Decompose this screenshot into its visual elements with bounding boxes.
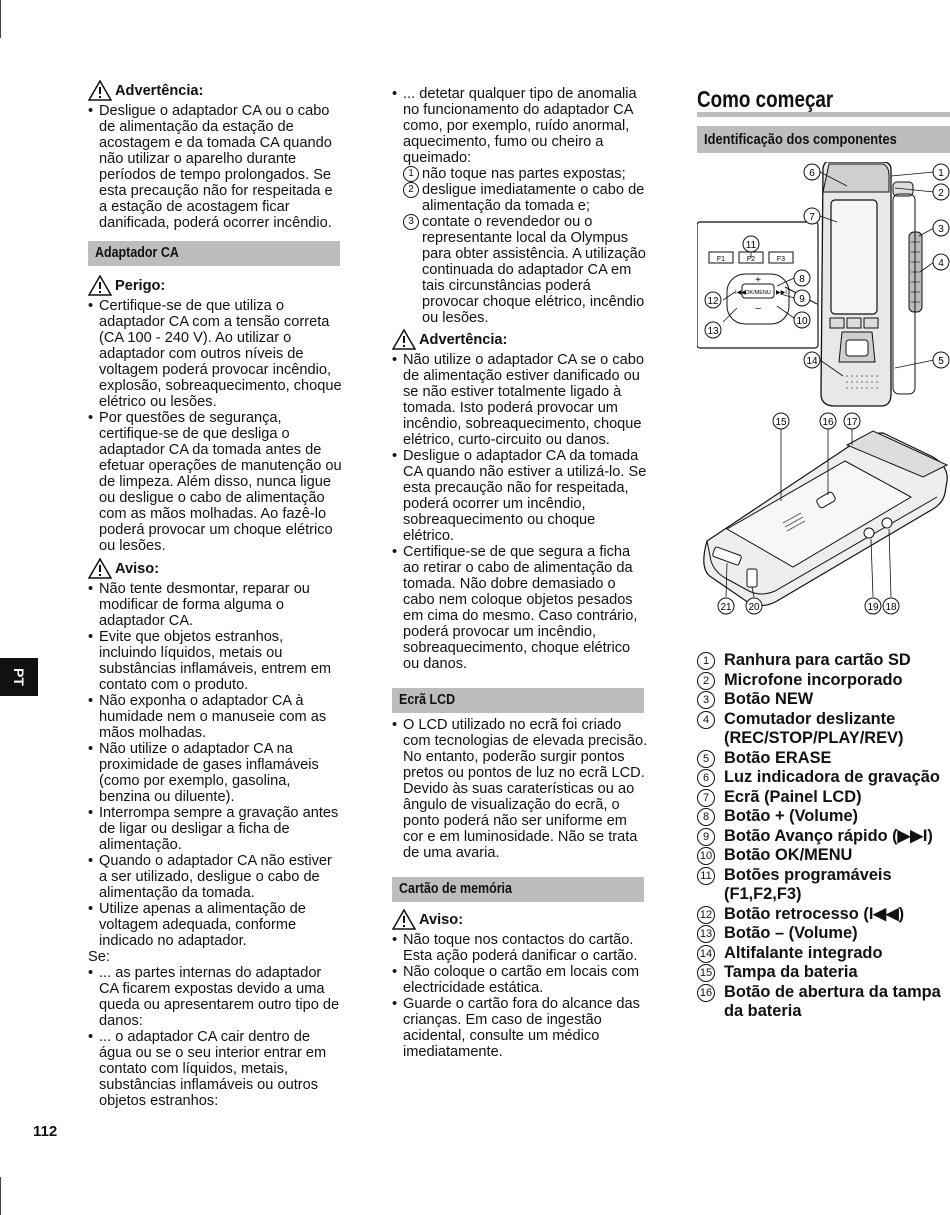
list-item: • ... o adaptador CA cair dentro de água ou se o seu interior entrar em contato com líquidos, metais, substâncias inflamáveis ou outros objetos estranhos:	[88, 1029, 344, 1109]
step-item: 1 não toque nas partes expostas;	[403, 166, 648, 182]
perigo-heading: Perigo:	[88, 275, 344, 296]
column-3	[697, 86, 950, 1022]
svg-text:+: +	[755, 275, 761, 286]
svg-text:19: 19	[867, 602, 879, 613]
section-title-card: Cartão de memória	[392, 877, 644, 902]
circled-number: 2	[403, 182, 419, 198]
svg-text:21: 21	[720, 602, 732, 613]
circled-number: 3	[697, 691, 715, 709]
circled-number: 15	[697, 964, 715, 982]
components-list	[697, 651, 950, 1022]
list-item: • Certifique-se de que utiliza o adaptador CA com a tensão correta (CA 100 - 240 V). Ao utilizar o adaptador com outros níveis de voltagem poderá provocar incêndio, explosão, sobreaquecimento, choque elétrico ou lesões.	[88, 298, 344, 410]
aviso-list	[88, 581, 344, 949]
card-list	[392, 932, 648, 1060]
component-item: 14 Altifalante integrado	[697, 944, 950, 964]
circled-number: 4	[697, 711, 715, 729]
svg-text:I◀◀: I◀◀	[735, 290, 746, 296]
f1-key-label: F1	[716, 256, 726, 263]
circled-number: 13	[697, 925, 715, 943]
component-item: 8 Botão + (Volume)	[697, 807, 950, 827]
svg-text:15: 15	[775, 417, 787, 428]
circled-number: 3	[403, 214, 419, 230]
svg-text:–: –	[755, 303, 761, 314]
circled-number: 1	[403, 166, 419, 182]
page-number: 112	[33, 1123, 58, 1140]
warning-triangle-icon	[88, 80, 112, 101]
circled-number: 14	[697, 945, 715, 963]
svg-text:2: 2	[938, 188, 944, 199]
perigo-list	[88, 298, 344, 554]
section-title-adaptador: Adaptador CA	[88, 241, 340, 266]
component-item: 7 Ecrã (Painel LCD)	[697, 788, 950, 808]
list-item: • Certifique-se de que segura a ficha ao retirar o cabo de alimentação da tomada. Não dobre demasiado o cabo nem coloque objetos pesados em cima do mesmo. Caso contrário, poderá provocar um incêndio, sobreaquecimento, choque elétrico ou danos.	[392, 544, 648, 672]
component-item: 10 Botão OK/MENU	[697, 846, 950, 866]
list-item: • Não exponha o adaptador CA à humidade nem o manuseie com as mãos molhadas.	[88, 693, 344, 741]
list-item: • Interrompa sempre a gravação antes de ligar ou desligar a ficha de alimentação.	[88, 805, 344, 853]
svg-text:11: 11	[745, 240, 757, 251]
component-item: 5 Botão ERASE	[697, 749, 950, 769]
component-item: 11 Botões programáveis (F1,F2,F3)	[697, 866, 950, 905]
circled-number: 5	[697, 750, 715, 768]
se-label: Se:	[88, 949, 110, 965]
list-item: • Desligue o adaptador CA ou o cabo de alimentação da estação de acostagem e da tomada CA quando não utilizar o aparelho durante períodos de tempo prolongados. Se esta precaução não for respeitada e a estação de acostagem ficar danificada, poderá ocorrer incêndio.	[88, 103, 344, 231]
svg-text:20: 20	[748, 602, 760, 613]
lcd-list	[392, 717, 648, 861]
intro-list	[392, 86, 648, 326]
circled-number: 1	[697, 652, 715, 670]
warning-triangle-icon	[392, 329, 416, 350]
svg-text:13: 13	[707, 326, 719, 337]
steps-list	[403, 166, 648, 326]
warning-triangle-icon	[88, 558, 112, 579]
list-item: • O LCD utilizado no ecrã foi criado com tecnologias de elevada precisão. No entanto, poderão surgir pontos pretos ou pontos de luz no ecrã LCD. Devido às suas caraterísticas ou ao ângulo de visualização do ecrã, o ponto poderá não ser uniforme em cor e em luminosidade. Não se trata de uma avaria.	[392, 717, 648, 861]
device-front-diagram	[697, 162, 950, 410]
circled-number: 6	[697, 769, 715, 787]
language-tab: PT	[0, 658, 38, 696]
page-heading: Como começar	[697, 86, 950, 117]
component-item: 3 Botão NEW	[697, 690, 950, 710]
circled-number: 12	[697, 906, 715, 924]
component-item: 13 Botão – (Volume)	[697, 924, 950, 944]
okmenu-key-label: OK/MENU	[745, 290, 771, 296]
component-item: 12 Botão retrocesso (I◀◀)	[697, 905, 950, 925]
svg-text:1: 1	[938, 168, 944, 179]
advertencia-list	[88, 103, 344, 231]
advertencia-heading: Advertência:	[88, 80, 344, 101]
svg-text:8: 8	[799, 274, 805, 285]
warning-triangle-icon	[392, 909, 416, 930]
svg-text:7: 7	[809, 212, 815, 223]
aviso-heading: Aviso:	[392, 909, 648, 930]
svg-text:3: 3	[938, 224, 944, 235]
list-item: • Por questões de segurança, certifique-se de que desliga o adaptador CA da tomada antes de efetuar operações de manutenção ou de limpeza. Além disso, nunca ligue ou desligue o cabo de alimentação com as mãos molhadas. Ao fazê-lo poderá provocar um choque elétrico ou lesões.	[88, 410, 344, 554]
component-item: 4 Comutador deslizante (REC/STOP/PLAY/REV)	[697, 710, 950, 749]
advertencia-heading: Advertência:	[392, 329, 648, 350]
crop-mark-top	[0, 0, 1, 38]
circled-number: 2	[697, 672, 715, 690]
se-list	[88, 965, 344, 1109]
component-item: 2 Microfone incorporado	[697, 671, 950, 691]
circled-number: 7	[697, 789, 715, 807]
circled-number: 10	[697, 847, 715, 865]
list-item: • Guarde o cartão fora do alcance das crianças. Em caso de ingestão acidental, consulte um médico imediatamente.	[392, 996, 648, 1060]
list-item: • Não tente desmontar, reparar ou modificar de forma alguma o adaptador CA.	[88, 581, 344, 629]
advertencia-list	[392, 352, 648, 672]
list-item: • Não toque nos contactos do cartão. Esta ação poderá danificar o cartão.	[392, 932, 648, 964]
crop-mark-bottom	[0, 1177, 1, 1215]
svg-text:5: 5	[938, 356, 944, 367]
list-item: • Utilize apenas a alimentação de voltagem adequada, conforme indicado no adaptador.	[88, 901, 344, 949]
svg-text:▶▶I: ▶▶I	[776, 290, 787, 296]
list-item: • Não coloque o cartão em locais com electricidade estática.	[392, 964, 648, 996]
circled-number: 8	[697, 808, 715, 826]
svg-text:16: 16	[822, 417, 834, 428]
svg-text:6: 6	[809, 168, 815, 179]
list-item: • Não utilize o adaptador CA na proximidade de gases inflamáveis (como por exemplo, gasolina, benzina ou diluente).	[88, 741, 344, 805]
list-item: • Não utilize o adaptador CA se o cabo de alimentação estiver danificado ou se não estiver totalmente ligado à tomada. Isto poderá provocar um incêndio, sobreaquecimento, choque elétrico, curto-circuito ou danos.	[392, 352, 648, 448]
svg-text:10: 10	[796, 316, 808, 327]
list-item: • ... as partes internas do adaptador CA ficarem expostas devido a uma queda ou apresentarem outro tipo de danos:	[88, 965, 344, 1029]
section-title-lcd: Ecrã LCD	[392, 688, 644, 713]
circled-number: 9	[697, 828, 715, 846]
component-item: 6 Luz indicadora de gravação	[697, 768, 950, 788]
svg-text:17: 17	[846, 417, 858, 428]
svg-text:18: 18	[885, 602, 897, 613]
list-item: • Quando o adaptador CA não estiver a ser utilizado, desligue o cabo de alimentação da tomada.	[88, 853, 344, 901]
component-item: 9 Botão Avanço rápido (▶▶I)	[697, 827, 950, 847]
svg-text:12: 12	[707, 296, 719, 307]
f3-key-label: F3	[776, 256, 786, 263]
column-2	[392, 86, 648, 1060]
circled-number: 11	[697, 867, 715, 885]
component-item: 1 Ranhura para cartão SD	[697, 651, 950, 671]
warning-triangle-icon	[88, 275, 112, 296]
circled-number: 16	[697, 984, 715, 1002]
section-title-components: Identificação dos componentes	[697, 126, 950, 153]
column-1	[88, 80, 344, 1109]
svg-text:4: 4	[938, 258, 944, 269]
list-item: • Evite que objetos estranhos, incluindo líquidos, metais ou substâncias inflamáveis, entrem em contato com o produto.	[88, 629, 344, 693]
svg-text:14: 14	[806, 356, 818, 367]
aviso-heading: Aviso:	[88, 558, 344, 579]
svg-text:9: 9	[799, 294, 805, 305]
device-back-diagram	[697, 411, 950, 621]
step-item: 2 desligue imediatamente o cabo de alimentação da tomada e;	[403, 182, 648, 214]
step-item: 3 contate o revendedor ou o representante local da Olympus para obter assistência. A utilização continuada do adaptador CA em tais circunstâncias poderá provocar choque elétrico, incêndio ou lesões.	[403, 214, 648, 326]
component-item: 16 Botão de abertura da tampa da bateria	[697, 983, 950, 1022]
list-item: • Desligue o adaptador CA da tomada CA quando não estiver a utilizá-lo. Se esta precaução não for respeitada, poderá ocorrer um incêndio, sobreaquecimento ou choque elétrico.	[392, 448, 648, 544]
list-item: • ... detetar qualquer tipo de anomalia no funcionamento do adaptador CA como, por exemplo, ruído anormal, aquecimento, fumo ou cheiro a queimado: 1 não toque nas partes expostas; 2 desligue imediatamente o cabo de alimentação da tomada e; 3 contate o revendedor ou o representante local da Olympus para obter assistência. A utilização continuada do adaptador CA em tais circunstâncias poderá provocar choque elétrico, incêndio ou lesões.	[392, 86, 648, 326]
component-item: 15 Tampa da bateria	[697, 963, 950, 983]
f2-key-label: F2	[746, 256, 756, 263]
